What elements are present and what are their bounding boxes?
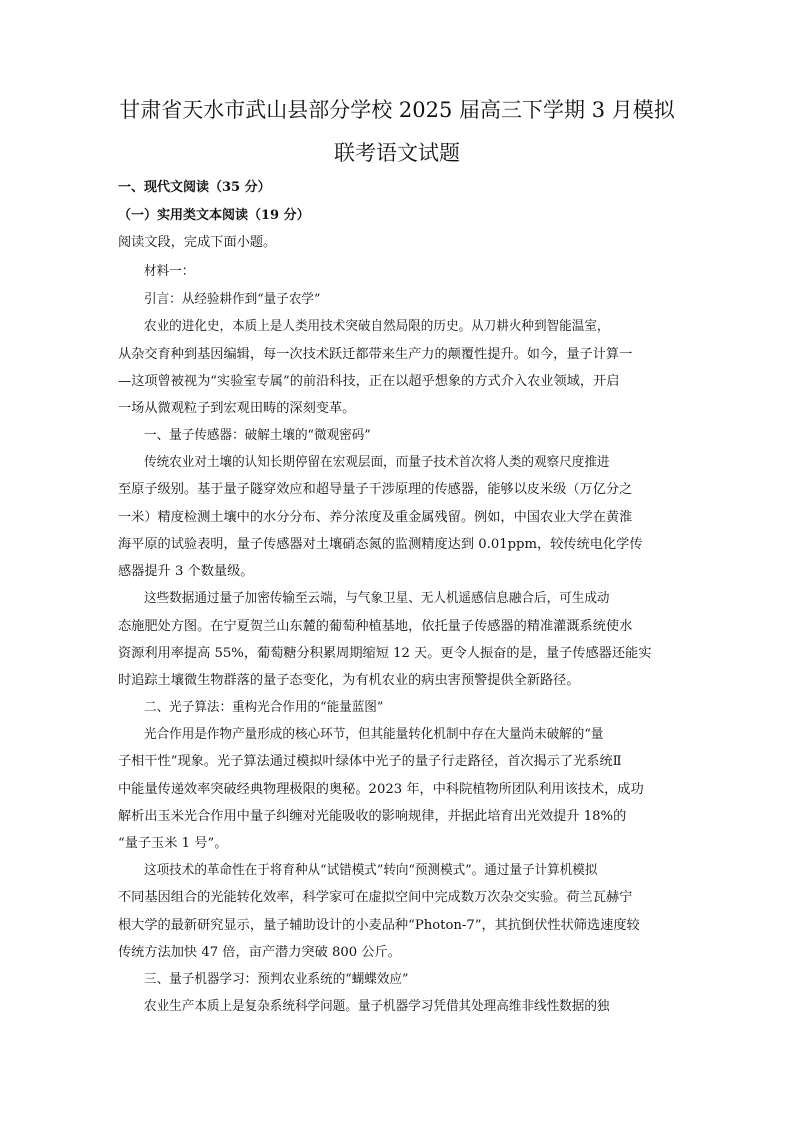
- body-line: 不同基因组合的光能转化效率，科学家可在虚拟空间中完成数万次杂交实验。荷兰瓦赫宁: [118, 890, 633, 905]
- body-line: 这项技术的革命性在于将育种从“试错模式”转向“预测模式”。通过量子计算机模拟: [144, 863, 598, 878]
- body-line: 至原子级别。基于量子隧穿效应和超导量子干涉原理的传感器，能够以皮米级（万亿分之: [118, 482, 633, 497]
- body-line: 根大学的最新研究显示，量子辅助设计的小麦品种“Photon-7”，其抗倒伏性状筛选速度较: [118, 918, 640, 933]
- body-line: 解析出玉米光合作用中量子纠缠对光能吸收的影响规律，并据此培育出光效提升 18%的: [118, 809, 627, 824]
- body-line: 传统农业对土壤的认知长期停留在宏观层面，而量子技术首次将人类的观察尺度推进: [144, 455, 610, 470]
- body-line: “量子玉米 1 号”。: [118, 836, 228, 851]
- subsection-heading: （一）实用类文本阅读（19 分）: [118, 208, 310, 223]
- section-subheading: 一、量子传感器：破解土壤的“微观密码”: [144, 428, 371, 443]
- instruction-text: 阅读文段，完成下面小题。: [118, 235, 277, 250]
- intro-heading: 引言：从经验耕作到“量子农学”: [144, 292, 321, 307]
- body-line: 一场从微观粒子到宏观田畴的深刻变革。: [118, 401, 356, 416]
- body-line: 感器提升 3 个数量级。: [118, 564, 254, 579]
- body-line: 资源利用率提高 55%，葡萄糖分积累周期缩短 12 天。更令人振奋的是，量子传感器还能实: [118, 646, 652, 661]
- body-line: 农业的进化史，本质上是人类用技术突破自然局限的历史。从刀耕火种到智能温室，: [144, 319, 610, 334]
- body-line: 时追踪土壤微生物群落的量子态变化，为有机农业的病虫害预警提供全新路径。: [118, 673, 580, 688]
- body-line: —这项曾被视为“实验室专属”的前沿科技，正在以超乎想象的方式介入农业领域，开启: [118, 374, 620, 389]
- material-label: 材料一：: [144, 264, 195, 279]
- document-title-line-1: 甘肃省天水市武山县部分学校 2025 届高三下学期 3 月模拟: [119, 98, 675, 122]
- body-line: 子相干性”现象。光子算法通过模拟叶绿体中光子的量子行走路径，首次揭示了光系统Ⅱ: [118, 754, 622, 769]
- body-line: 一米）精度检测土壤中的水分分布、养分浓度及重金属残留。例如，中国农业大学在黄淮: [118, 510, 633, 525]
- body-line: 农业生产本质上是复杂系统科学问题。量子机器学习凭借其处理高维非线性数据的独: [144, 999, 610, 1014]
- body-line: 态施肥处方图。在宁夏贺兰山东麓的葡萄种植基地，依托量子传感器的精准灌溉系统使水: [118, 619, 633, 634]
- body-line: 传统方法加快 47 倍，亩产潜力突破 800 公斤。: [118, 945, 401, 960]
- document-title-line-2: 联考语文试题: [334, 141, 460, 165]
- body-line: 从杂交育种到基因编辑，每一次技术跃迁都带来生产力的颠覆性提升。如今，量子计算一: [118, 347, 633, 362]
- section-subheading: 二、光子算法：重构光合作用的“能量蓝图”: [144, 700, 384, 715]
- body-line: 中能量传递效率突破经典物理极限的奥秘。2023 年，中科院植物所团队利用该技术，成功: [118, 782, 644, 797]
- body-line: 海平原的试验表明，量子传感器对土壤硝态氮的监测精度达到 0.01ppm，较传统电化学传: [118, 537, 643, 552]
- body-line: 这些数据通过量子加密传输至云端，与气象卫星、无人机遥感信息融合后，可生成动: [144, 591, 610, 606]
- section-heading: 一、现代文阅读（35 分）: [118, 180, 271, 195]
- body-line: 光合作用是作物产量形成的核心环节，但其能量转化机制中存在大量尚未破解的“量: [144, 727, 604, 742]
- section-subheading: 三、量子机器学习：预判农业系统的“蝴蝶效应”: [144, 972, 409, 987]
